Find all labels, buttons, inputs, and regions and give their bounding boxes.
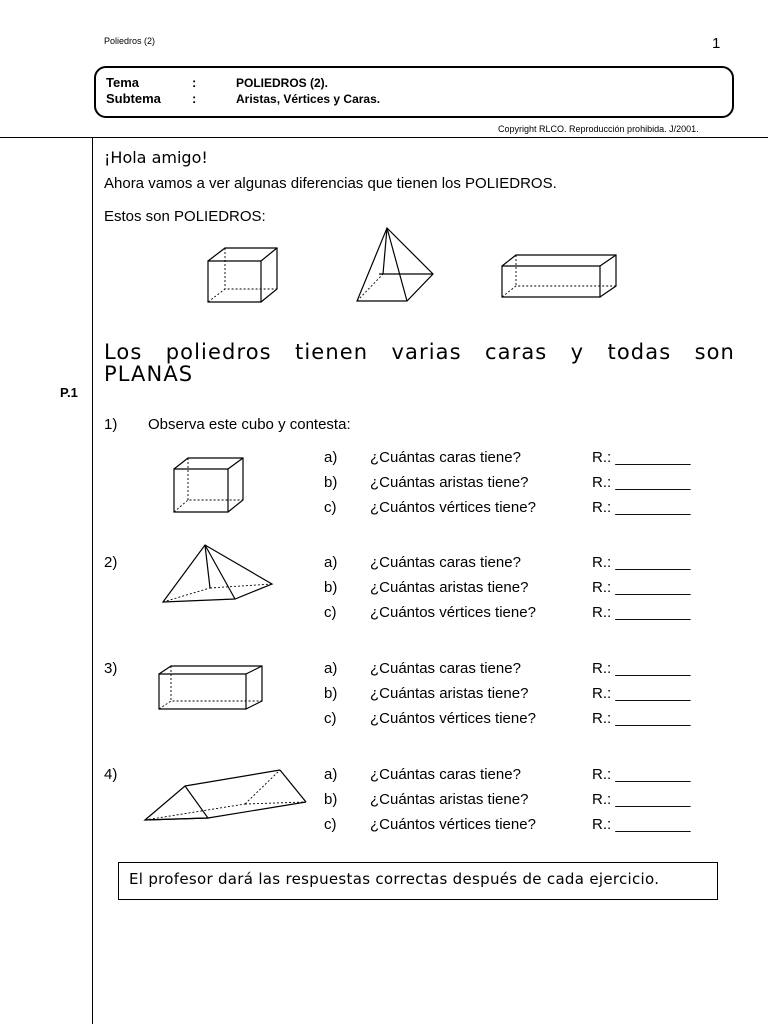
question-letter: b) <box>324 791 338 808</box>
answer-blank[interactable]: R.: _________ <box>592 791 691 808</box>
question-letter: b) <box>324 685 338 702</box>
question-text: ¿Cuántas aristas tiene? <box>370 474 529 491</box>
margin-label: P.1 <box>60 385 78 400</box>
tema-value: POLIEDROS (2). <box>236 76 329 90</box>
subtema-value: Aristas, Vértices y Caras. <box>236 92 381 106</box>
examples-line: Estos son POLIEDROS: <box>104 208 266 225</box>
running-title: Poliedros (2) <box>104 36 156 46</box>
question-letter: c) <box>324 499 337 516</box>
prism-figure <box>500 252 620 300</box>
cube-figure <box>205 245 280 305</box>
page-number: 1 <box>712 35 721 52</box>
copyright-note: Copyright RLCO. Reproducción prohibida. J/2001. <box>498 124 699 134</box>
intro-line: Ahora vamos a ver algunas diferencias que tienen los POLIEDROS. <box>104 175 557 192</box>
answer-blank[interactable]: R.: _________ <box>592 710 691 727</box>
question-letter: b) <box>324 579 338 596</box>
exercise-3-prism <box>156 664 266 712</box>
subtema-colon: : <box>192 91 197 106</box>
subtema-label: Subtema <box>106 91 161 106</box>
exercise-2-number: 2) <box>104 554 118 571</box>
header-rule <box>0 137 768 138</box>
question-text: ¿Cuántas caras tiene? <box>370 766 521 783</box>
question-letter: a) <box>324 766 338 783</box>
question-letter: c) <box>324 816 337 833</box>
question-text: ¿Cuántas aristas tiene? <box>370 791 529 808</box>
question-text: ¿Cuántos vértices tiene? <box>370 816 536 833</box>
answer-blank[interactable]: R.: _________ <box>592 685 691 702</box>
answer-blank[interactable]: R.: _________ <box>592 579 691 596</box>
question-text: ¿Cuántos vértices tiene? <box>370 604 536 621</box>
exercise-1-number: 1) <box>104 416 118 433</box>
tema-colon: : <box>192 75 197 90</box>
pyramid-figure <box>355 226 437 304</box>
question-text: ¿Cuántas aristas tiene? <box>370 579 529 596</box>
answer-blank[interactable]: R.: _________ <box>592 766 691 783</box>
answer-blank[interactable]: R.: _________ <box>592 554 691 571</box>
topic-box <box>94 66 734 118</box>
question-letter: b) <box>324 474 338 491</box>
statement-line-1: Los poliedros tienen varias caras y todas son <box>104 340 735 364</box>
teacher-note: El profesor dará las respuestas correctas después de cada ejercicio. <box>129 870 660 888</box>
answer-blank[interactable]: R.: _________ <box>592 449 691 466</box>
exercise-3-number: 3) <box>104 660 118 677</box>
exercise-1-cube <box>170 455 250 515</box>
answer-blank[interactable]: R.: _________ <box>592 474 691 491</box>
exercise-4-triangular-prism <box>140 768 310 826</box>
question-letter: a) <box>324 554 338 571</box>
question-text: ¿Cuántas aristas tiene? <box>370 685 529 702</box>
exercise-4-number: 4) <box>104 766 118 783</box>
greeting: ¡Hola amigo! <box>104 148 208 167</box>
tema-label: Tema <box>106 75 139 90</box>
answer-blank[interactable]: R.: _________ <box>592 499 691 516</box>
statement-line-2: PLANAS <box>104 362 194 386</box>
exercise-2-pyramid <box>160 544 275 606</box>
margin-rule <box>92 137 93 1024</box>
question-text: ¿Cuántas caras tiene? <box>370 449 521 466</box>
question-letter: c) <box>324 710 337 727</box>
teacher-note-box <box>118 862 718 900</box>
answer-blank[interactable]: R.: _________ <box>592 816 691 833</box>
question-text: ¿Cuántas caras tiene? <box>370 660 521 677</box>
exercise-1-prompt: Observa este cubo y contesta: <box>148 416 351 433</box>
question-letter: a) <box>324 449 338 466</box>
question-text: ¿Cuántos vértices tiene? <box>370 710 536 727</box>
question-text: ¿Cuántos vértices tiene? <box>370 499 536 516</box>
answer-blank[interactable]: R.: _________ <box>592 604 691 621</box>
question-letter: a) <box>324 660 338 677</box>
answer-blank[interactable]: R.: _________ <box>592 660 691 677</box>
question-text: ¿Cuántas caras tiene? <box>370 554 521 571</box>
question-letter: c) <box>324 604 337 621</box>
